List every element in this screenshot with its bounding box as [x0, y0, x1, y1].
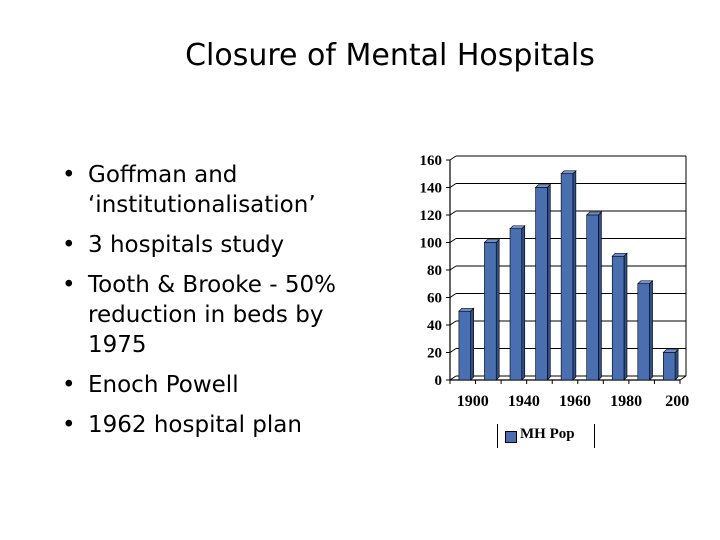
grid-diagonal: [450, 239, 456, 243]
bullet-text: 1962 hospital plan: [88, 412, 302, 438]
x-tick-label: 200: [665, 393, 690, 410]
bar: [484, 243, 496, 381]
bar-top: [663, 350, 678, 353]
bullet-text: Goffman and: [88, 162, 238, 188]
legend-swatch: [505, 431, 517, 443]
bar-side: [598, 212, 601, 380]
grid-diagonal: [450, 266, 456, 270]
bullet-item: [60, 370, 390, 400]
bar-top: [484, 240, 499, 243]
bar-top: [561, 171, 576, 174]
bullet-item: [60, 410, 390, 440]
x-tick-label: 1900: [456, 393, 489, 410]
bar-top: [612, 253, 627, 256]
y-tick-label: 40: [427, 318, 442, 334]
x-tick-label: 1980: [610, 393, 643, 410]
bullet-item: [60, 230, 390, 260]
bar-top: [587, 212, 602, 215]
bar: [561, 174, 573, 380]
bar-side: [547, 185, 550, 381]
grid-diagonal: [450, 321, 456, 325]
x-tick-label: 1960: [559, 393, 591, 410]
y-tick-label: 80: [427, 263, 442, 279]
bar-side: [496, 240, 499, 381]
x-tick-label: 1940: [507, 393, 540, 410]
bar: [510, 229, 522, 380]
bar-side: [573, 171, 576, 380]
bar: [536, 188, 548, 381]
bar-top: [638, 281, 653, 284]
bar-top: [459, 308, 474, 311]
bar: [638, 284, 650, 380]
y-tick-label: 100: [419, 235, 442, 252]
y-tick-label: 160: [419, 153, 442, 169]
bullet-text-cont: 1975: [88, 332, 147, 358]
bullet-dot-icon: •: [62, 232, 76, 258]
bar: [612, 256, 624, 380]
bullet-dot-icon: •: [62, 162, 76, 188]
bullet-dot-icon: •: [62, 272, 76, 298]
bullet-item: [60, 270, 390, 360]
bar-top: [536, 185, 551, 188]
bullet-text-cont: ‘institutionalisation’: [88, 192, 316, 218]
bar-side: [624, 253, 627, 380]
y-tick-label: 120: [419, 208, 442, 224]
bar: [587, 215, 599, 380]
bar-chart: [395, 145, 695, 420]
bar-top: [510, 226, 525, 229]
bullet-list: [60, 160, 390, 450]
bar: [459, 311, 471, 380]
grid-diagonal: [450, 349, 456, 353]
grid-diagonal: [450, 184, 456, 188]
bar-side: [522, 226, 525, 380]
bullet-text-cont: reduction in beds by: [88, 302, 324, 328]
bullet-dot-icon: •: [62, 372, 76, 398]
bar: [663, 353, 675, 381]
legend-label: MH Pop: [520, 426, 575, 442]
grid-diagonal: [450, 211, 456, 215]
bar-side: [675, 350, 678, 381]
bullet-text: 3 hospitals study: [88, 232, 285, 258]
y-tick-label: 60: [427, 290, 442, 307]
bar-side: [650, 281, 653, 380]
y-tick-label: 0: [434, 373, 442, 389]
grid-diagonal: [450, 156, 456, 160]
bullet-dot-icon: •: [62, 412, 76, 438]
y-tick-label: 140: [419, 180, 442, 197]
bar-side: [471, 308, 474, 380]
bullet-item: [60, 160, 390, 220]
floor-edge: [680, 376, 686, 380]
grid-diagonal: [450, 294, 456, 298]
bullet-text: Enoch Powell: [88, 372, 239, 398]
slide-title: Closure of Mental Hospitals: [185, 38, 595, 73]
y-tick-label: 20: [427, 345, 442, 362]
bullet-text: Tooth & Brooke - 50%: [88, 272, 337, 298]
chart-legend: [497, 424, 595, 448]
